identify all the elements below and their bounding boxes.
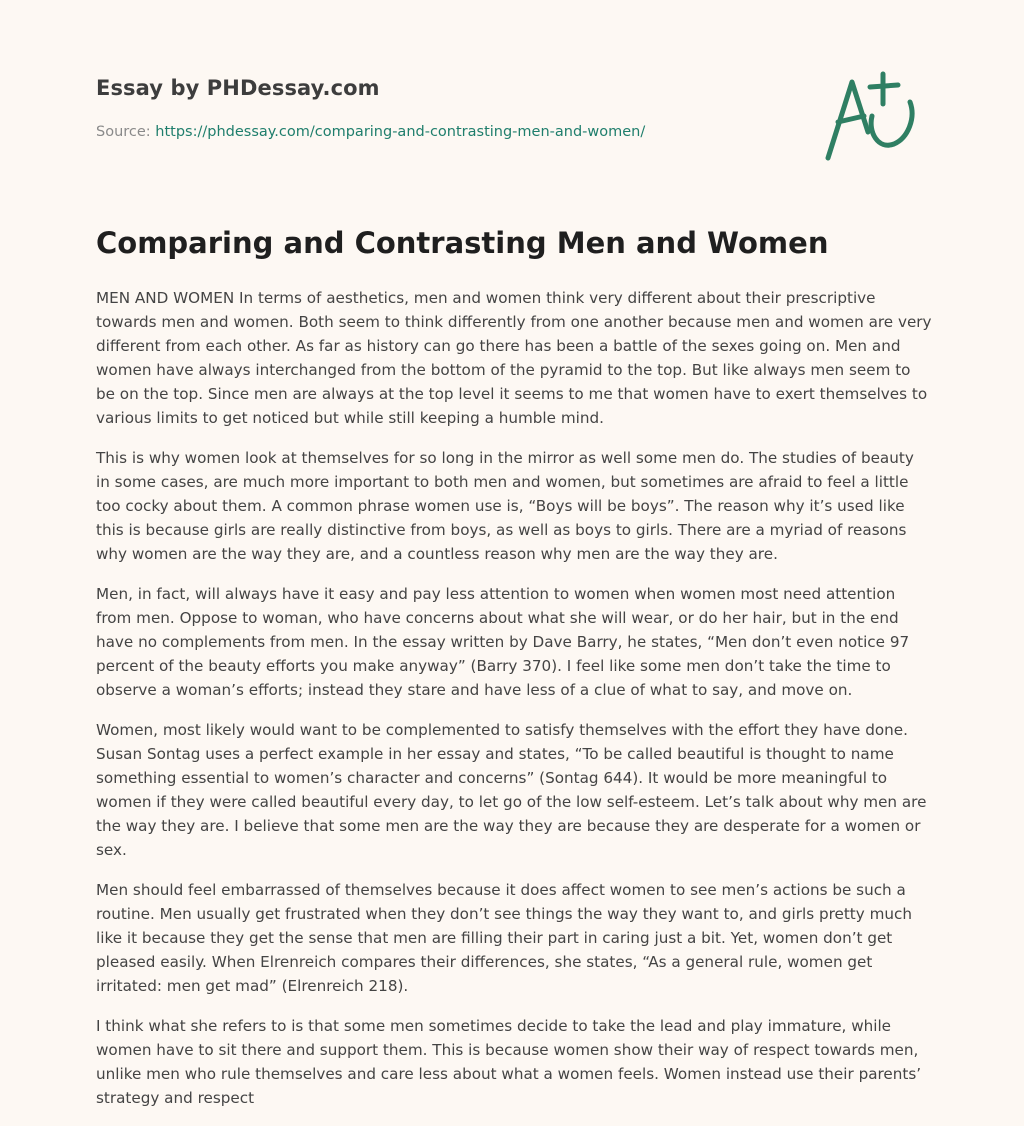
essay-paragraph: MEN AND WOMEN In terms of aesthetics, men and women think very different about their prescriptive towards men and women. Both seem to think differently from one another because men and women are very different from each other. As far as history can go there has been a battle of the sexes going on. Men and women have always interchanged from the bottom of the pyramid to the top. But like always men seem to be on the top. Since men are always at the top level it seems to me that women have to exert themselves to various limits to get noticed but while still keeping a humble mind. [96,289,932,427]
source-label: Source: [96,124,151,140]
essay-paragraph: I think what she refers to is that some men sometimes decide to take the lead and play immature, while women have to sit there and support them. This is because women show their way of respect towards men, unlike men who rule themselves and care less about what a women feels. Women instead use their parents’ strategy and respect [96,1017,922,1107]
essay-paragraph: Women, most likely would want to be complemented to satisfy themselves with the effort they have done. Susan Sontag uses a perfect example in her essay and states, “To be called beautiful is thought to name something essential to women’s character and concerns” (Sontag 644). It would be more meaningful to women if they were called beautiful every day, to let go of the low self-esteem. Let’s talk about why men are the way they are. I believe that some men are the way they are because they are desperate for a women or sex. [96,721,927,859]
a-plus-logo-svg [818,66,930,166]
source-line [96,124,645,140]
essay-body [96,286,932,1126]
essay-paragraph: Men should feel embarrassed of themselves because it does affect women to see men’s actions be such a routine. Men usually get frustrated when they don’t see things the way they want to, and girls pretty much like it because they get the sense that men are filling their part in caring just a bit. Yet, women don’t get pleased easily. When Elrenreich compares their differences, she states, “As a general rule, women get irritated: men get mad” (Elrenreich 218). [96,881,912,995]
site-brand: Essay by PHDessay.com [96,76,380,100]
essay-paragraph: Men, in fact, will always have it easy and pay less attention to women when women most need attention from men. Oppose to woman, who have concerns about what she will wear, or do her hair, but in the end have no complements from men. In the essay written by Dave Barry, he states, “Men don’t even notice 97 percent of the beauty efforts you make anyway” (Barry 370). I feel like some men don’t take the time to observe a woman’s efforts; instead they stare and have less of a clue of what to say, and move on. [96,585,910,699]
essay-paragraph: This is why women look at themselves for so long in the mirror as well some men do. The studies of beauty in some cases, are much more important to both men and women, but sometimes are afraid to feel a little too cocky about them. A common phrase women use is, “Boys will be boys”. The reason why it’s used like this is because girls are really distinctive from boys, as well as boys to girls. There are a myriad of reasons why women are the way they are, and a countless reason why men are the way they are. [96,449,914,563]
a-plus-logo-icon [818,66,930,166]
source-link[interactable]: https://phdessay.com/comparing-and-contrasting-men-and-women/ [155,124,646,140]
essay-title: Comparing and Contrasting Men and Women [96,226,829,260]
